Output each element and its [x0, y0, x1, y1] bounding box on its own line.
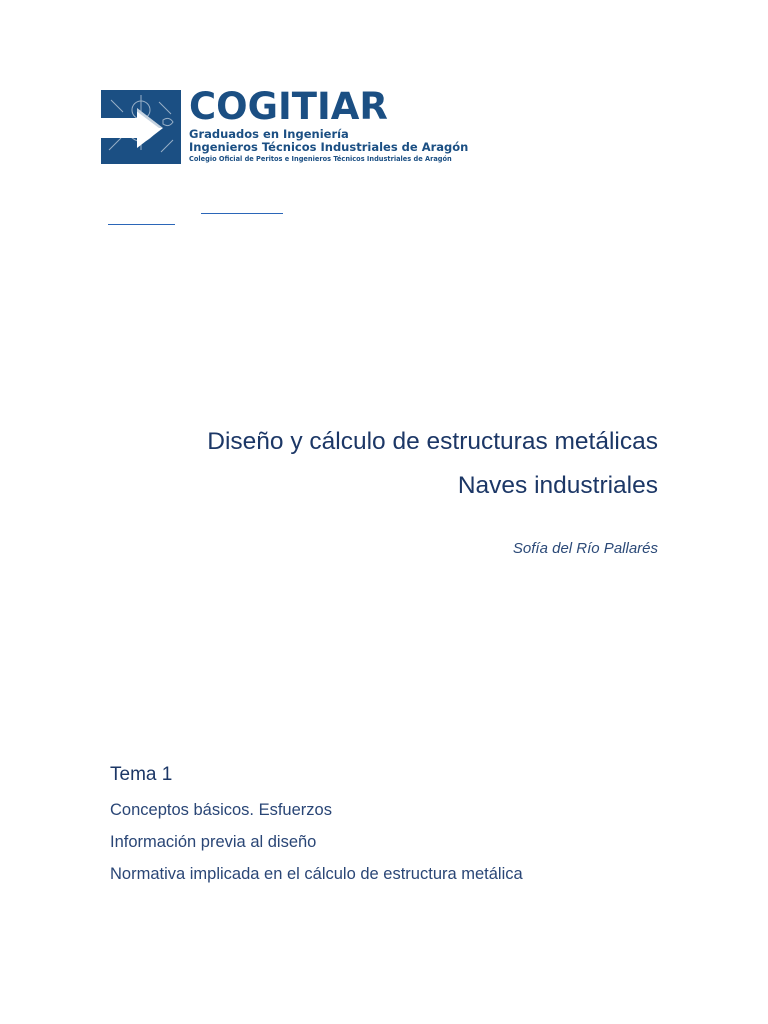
cogitiar-emblem-icon [101, 90, 181, 164]
title-line-1: Diseño y cálculo de estructuras metálicas [207, 428, 658, 455]
topic-item: Normativa implicada en el cálculo de estructura metálica [110, 865, 523, 883]
topic-section [110, 762, 523, 890]
title-line-2: Naves industriales [457, 472, 658, 499]
document-title [207, 420, 658, 508]
logo-subtitle-3: Colegio Oficial de Peritos e Ingenieros Técnicos Industriales de Aragón [189, 155, 452, 163]
divider-line-right [201, 213, 283, 214]
logo-subtitle-2: Ingenieros Técnicos Industriales de Aragón [189, 140, 469, 154]
topic-item: Información previa al diseño [110, 833, 317, 851]
logo-text [189, 85, 469, 164]
cogitiar-logo [101, 85, 469, 168]
topic-item: Conceptos básicos. Esfuerzos [110, 801, 332, 819]
logo-name: COGITIAR [189, 85, 388, 128]
divider-line-left [108, 224, 175, 225]
logo-subtitle-1: Graduados en Ingeniería [189, 127, 349, 141]
topic-heading: Tema 1 [110, 764, 173, 785]
author-name: Sofía del Río Pallarés [512, 540, 658, 557]
